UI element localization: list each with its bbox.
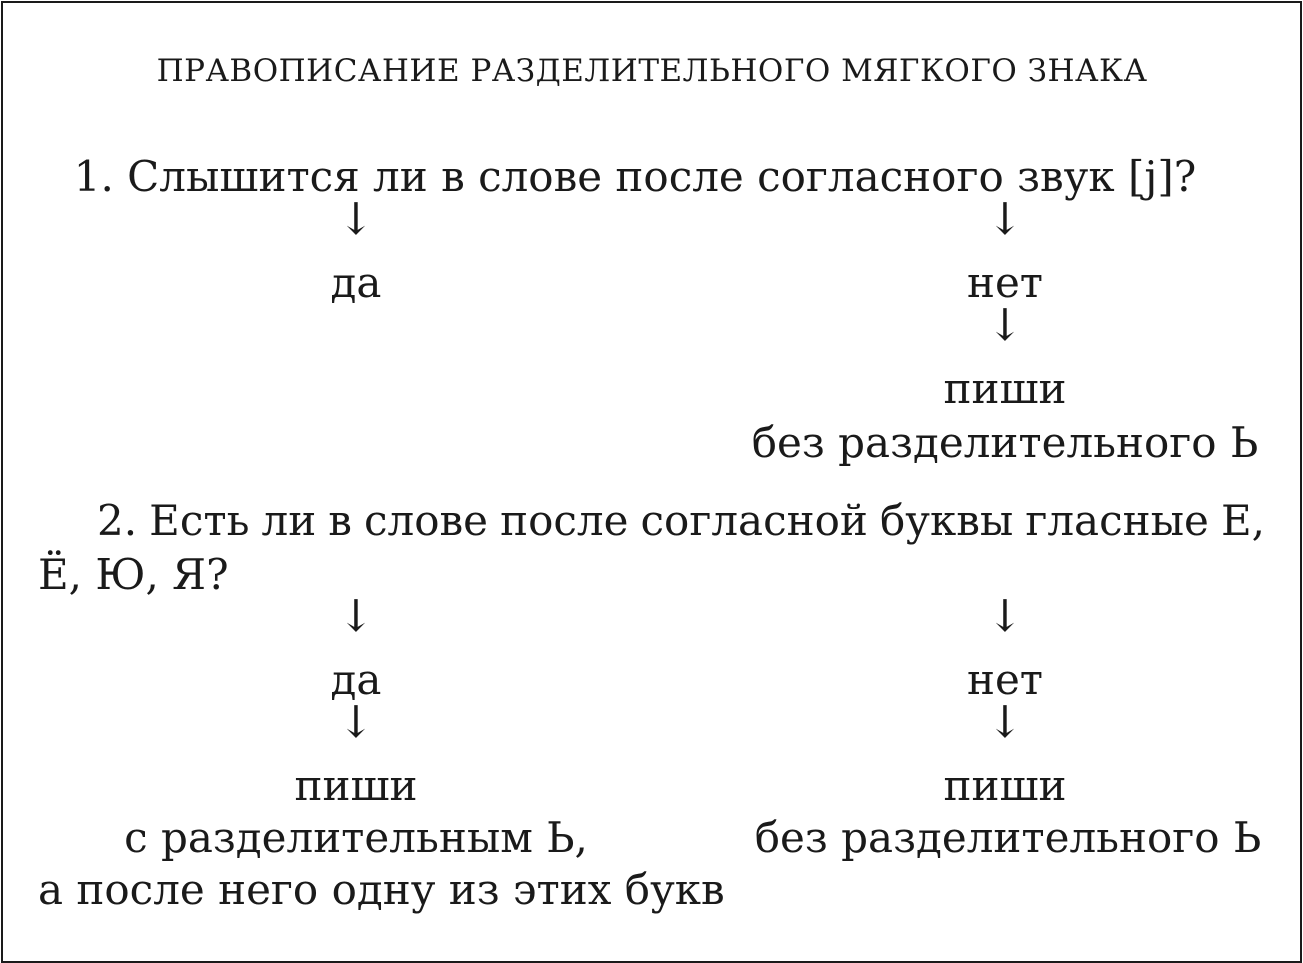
q1-yes-arrow: ↓ xyxy=(337,194,375,245)
q2-yes-label: да xyxy=(330,655,382,704)
q2-yes-arrow: ↓ xyxy=(337,591,375,642)
q1-no-label: нет xyxy=(966,258,1044,307)
q2-yes-result-arrow: ↓ xyxy=(337,697,375,748)
question-2-line2: Ё, Ю, Я? xyxy=(38,550,229,599)
q1-no-result-line1: пиши xyxy=(943,364,1067,413)
q2-no-result-line1: пиши xyxy=(943,761,1067,810)
q2-word: гласные xyxy=(1025,496,1209,545)
q2-no-result-arrow: ↓ xyxy=(986,697,1024,748)
q2-word: слове xyxy=(364,496,489,545)
q1-no-result-arrow: ↓ xyxy=(986,300,1024,351)
q2-yes-result-line3: а после него одну из этих букв xyxy=(38,865,725,914)
q2-no-arrow: ↓ xyxy=(986,591,1024,642)
q2-word: ли xyxy=(261,496,317,545)
q1-yes-label: да xyxy=(330,258,382,307)
question-1: 1. Слышится ли в слове после согласного звук [j]? xyxy=(73,152,1197,201)
q2-word: в xyxy=(328,496,352,545)
q2-word: буквы xyxy=(879,496,1014,545)
q1-no-arrow: ↓ xyxy=(986,194,1024,245)
q2-yes-result-line2: с разделительным Ь, xyxy=(124,813,588,862)
diagram-title: ПРАВОПИСАНИЕ РАЗДЕЛИТЕЛЬНОГО МЯГКОГО ЗНАКА xyxy=(156,53,1148,89)
q2-word: Е, xyxy=(1220,496,1265,545)
q2-no-result-line2: без разделительного Ь xyxy=(754,813,1262,862)
q2-word: согласной xyxy=(640,496,868,545)
question-2-line1 xyxy=(97,496,1265,545)
q2-no-label: нет xyxy=(966,655,1044,704)
q2-word: 2. xyxy=(97,496,138,545)
q1-no-result-line2: без разделительного Ь xyxy=(751,418,1259,467)
q2-word: после xyxy=(500,496,629,545)
q2-word: Есть xyxy=(149,496,250,545)
q2-yes-result-line1: пиши xyxy=(294,761,418,810)
